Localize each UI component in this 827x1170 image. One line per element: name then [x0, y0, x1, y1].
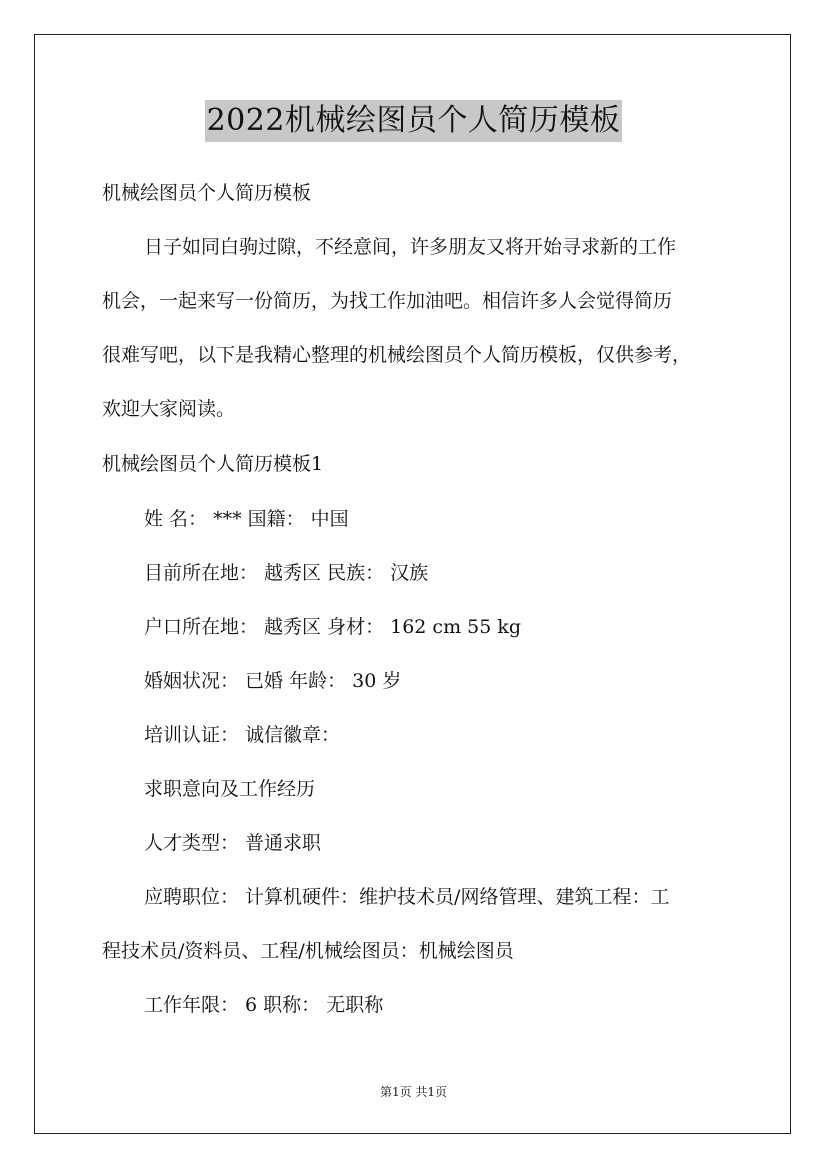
job-intent-heading: 求职意向及工作经历 — [144, 778, 316, 800]
field-location-ethnicity: 目前所在地： 越秀区 民族： 汉族 — [144, 562, 429, 584]
field-position: 应聘职位： 计算机硬件：维护技术员/网络管理、建筑工程：工 — [144, 886, 670, 908]
field-certification: 培训认证： 诚信徽章： — [144, 724, 341, 746]
field-talent-type: 人才类型： 普通求职 — [144, 832, 322, 854]
intro-line-2: 机会，一起来写一份简历，为找工作加油吧。相信许多人会觉得简历 — [102, 290, 673, 312]
field-marital-age: 婚姻状况： 已婚 年龄： 30 岁 — [144, 670, 402, 692]
page-footer: 第1页 共1页 — [379, 1085, 448, 1099]
document-title: 2022机械绘图员个人简历模板 — [205, 100, 623, 142]
field-years-title: 工作年限： 6 职称： 无职称 — [144, 994, 384, 1016]
title-wrap — [0, 100, 827, 142]
field-position-continued: 程技术员/资料员、工程/机械绘图员：机械绘图员 — [102, 940, 514, 962]
field-name-nationality: 姓 名： *** 国籍： 中国 — [144, 508, 349, 530]
template-heading: 机械绘图员个人简历模板1 — [102, 453, 324, 475]
field-hukou-body: 户口所在地： 越秀区 身材： 162 cm 55 kg — [144, 616, 522, 638]
intro-line-3: 很难写吧，以下是我精心整理的机械绘图员个人简历模板，仅供参考， — [102, 344, 692, 366]
section-heading: 机械绘图员个人简历模板 — [102, 182, 312, 204]
intro-line-1: 日子如同白驹过隙，不经意间，许多朋友又将开始寻求新的工作 — [144, 236, 677, 258]
intro-line-4: 欢迎大家阅读。 — [102, 398, 236, 420]
